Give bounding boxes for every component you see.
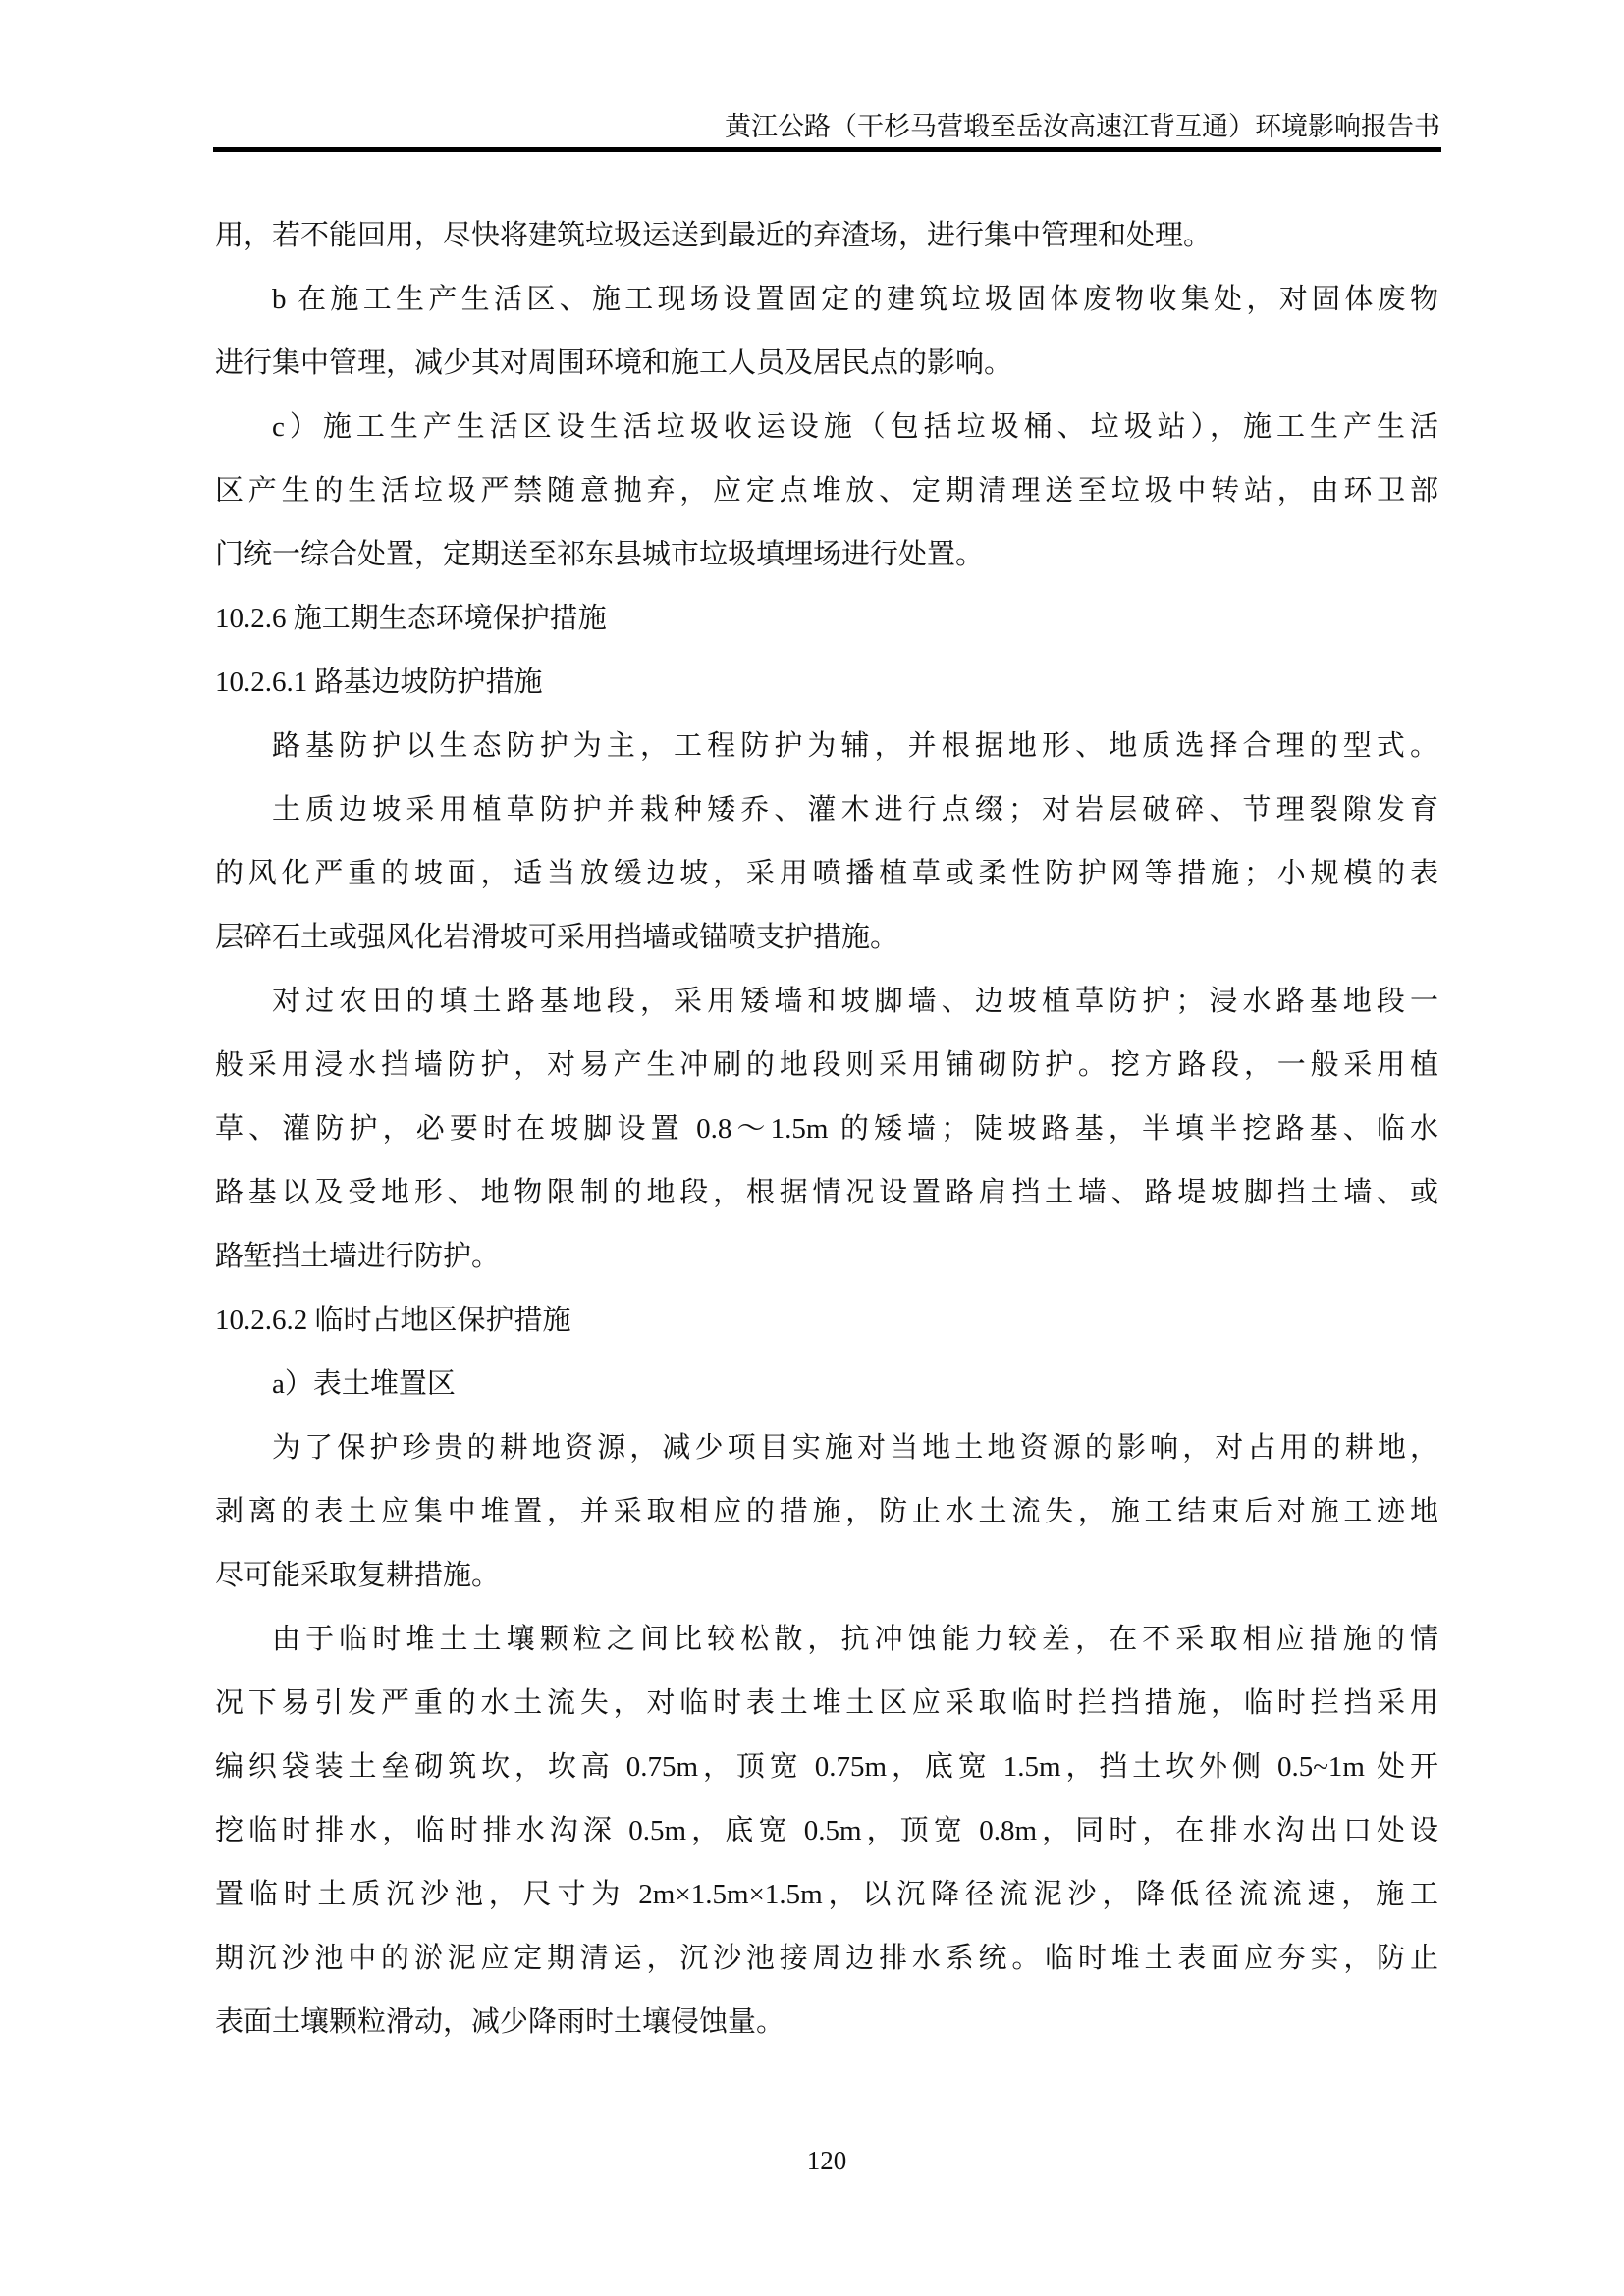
text-line: 表面土壤颗粒滑动，减少降雨时土壤侵蚀量。 xyxy=(215,2006,785,2038)
text-line: 置临时土质沉沙池，尺寸为 2m×1.5m×1.5m，以沉降径流泥沙，降低径流流速，施工 xyxy=(215,1879,1438,1910)
text-line: 挖临时排水，临时排水沟深 0.5m，底宽 0.5m，顶宽 0.8m，同时，在排水沟出口处设 xyxy=(215,1815,1438,1846)
text-line: 般采用浸水挡墙防护，对易产生冲刷的地段则采用铺砌防护。挖方路段，一般采用植 xyxy=(215,1049,1438,1081)
text-line: 编织袋装土垒砌筑坎，坎高 0.75m，顶宽 0.75m，底宽 1.5m，挡土坎外侧 0.5~1m 处开 xyxy=(215,1751,1438,1783)
text-line: c）施工生产生活区设生活垃圾收运设施（包括垃圾桶、垃圾站），施工生产生活 xyxy=(272,411,1438,443)
text-line: 门统一综合处置，定期送至祁东县城市垃圾填埋场进行处置。 xyxy=(215,539,985,570)
text-line: 况下易引发严重的水土流失，对临时表土堆土区应采取临时拦挡措施，临时拦挡采用 xyxy=(215,1687,1438,1719)
text-line: a）表土堆置区 xyxy=(272,1368,456,1400)
text-line: 路堑挡土墙进行防护。 xyxy=(215,1241,501,1272)
text-line: 区产生的生活垃圾严禁随意抛弃，应定点堆放、定期清理送至垃圾中转站，由环卫部 xyxy=(215,475,1438,507)
page-number: 120 xyxy=(806,2146,847,2175)
text-line: 剥离的表土应集中堆置，并采取相应的措施，防止水土流失，施工结束后对施工迹地 xyxy=(215,1496,1438,1527)
text-line: 用，若不能回用，尽快将建筑垃圾运送到最近的弃渣场，进行集中管理和处理。 xyxy=(215,220,1213,251)
section-heading: 10.2.6 施工期生态环境保护措施 xyxy=(215,603,607,634)
text-line: 由于临时堆土土壤颗粒之间比较松散，抗冲蚀能力较差，在不采取相应措施的情 xyxy=(272,1624,1438,1655)
text-line: 草、灌防护，必要时在坡脚设置 0.8～1.5m 的矮墙；陡坡路基，半填半挖路基、临水 xyxy=(215,1113,1438,1145)
section-heading: 10.2.6.2 临时占地区保护措施 xyxy=(215,1305,571,1336)
text-line: 层碎石土或强风化岩滑坡可采用挡墙或锚喷支护措施。 xyxy=(215,922,899,953)
header-rule xyxy=(213,147,1441,152)
text-line: 路基以及受地形、地物限制的地段，根据情况设置路肩挡土墙、路堤坡脚挡土墙、或 xyxy=(215,1177,1438,1208)
section-heading: 10.2.6.1 路基边坡防护措施 xyxy=(215,667,543,698)
text-line: 土质边坡采用植草防护并栽种矮乔、灌木进行点缀；对岩层破碎、节理裂隙发育 xyxy=(272,794,1438,826)
text-line: 路基防护以生态防护为主，工程防护为辅，并根据地形、地质选择合理的型式。 xyxy=(272,730,1438,762)
page-header-title: 黄江公路（干杉马营塅至岳汝高速江背互通）环境影响报告书 xyxy=(725,112,1440,141)
text-line: 尽可能采取复耕措施。 xyxy=(215,1560,501,1591)
text-line: b 在施工生产生活区、施工现场设置固定的建筑垃圾固体废物收集处，对固体废物 xyxy=(272,284,1438,315)
text-line: 的风化严重的坡面，适当放缓边坡，采用喷播植草或柔性防护网等措施；小规模的表 xyxy=(215,858,1438,889)
text-line: 期沉沙池中的淤泥应定期清运，沉沙池接周边排水系统。临时堆土表面应夯实，防止 xyxy=(215,1943,1438,1974)
text-line: 为了保护珍贵的耕地资源，减少项目实施对当地土地资源的影响，对占用的耕地， xyxy=(272,1432,1438,1464)
text-line: 对过农田的填土路基地段，采用矮墙和坡脚墙、边坡植草防护；浸水路基地段一 xyxy=(272,986,1438,1017)
text-line: 进行集中管理，减少其对周围环境和施工人员及居民点的影响。 xyxy=(215,347,1013,379)
